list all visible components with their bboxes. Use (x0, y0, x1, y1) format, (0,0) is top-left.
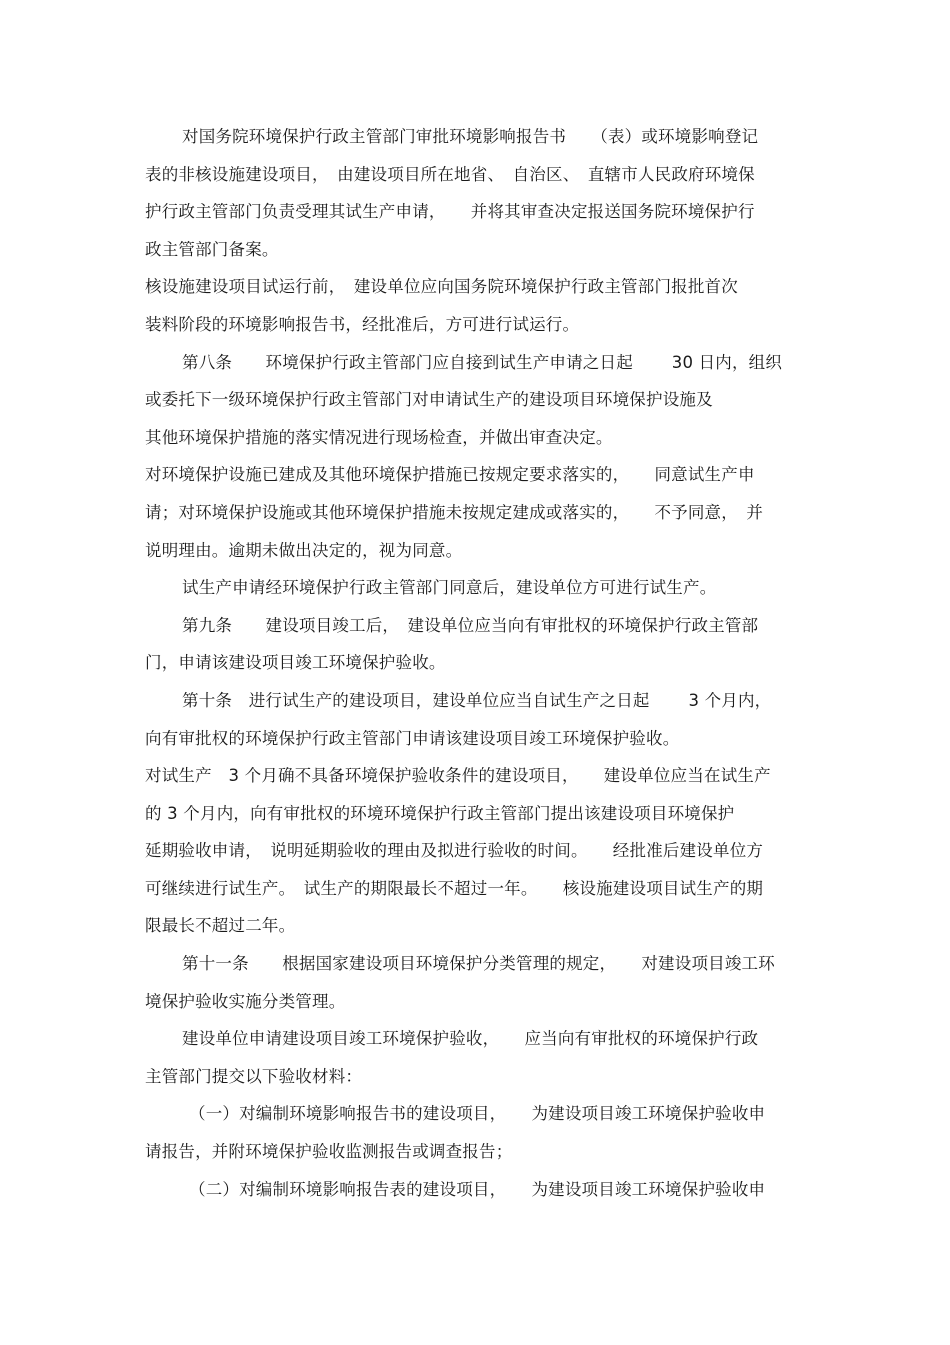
text-line: 主管部门提交以下验收材料： (145, 1066, 363, 1086)
text-line: 说明理由。逾期未做出决定的，视为同意。 (145, 540, 463, 560)
text-line: 护行政主管部门负责受理其试生产申请， 并将其审查决定报送国务院环境保护行 (145, 202, 755, 222)
text-line: 限最长不超过二年。 (145, 916, 296, 936)
text-line: 装料阶段的环境影响报告书，经批准后，方可进行试运行。 (145, 314, 580, 334)
text-line: 可继续进行试生产。 试生产的期限最长不超过一年。 核设施建设项目试生产的期 (145, 878, 764, 898)
text-line: 延期验收申请， 说明延期验收的理由及拟进行验收的时间。 经批准后建设单位方 (145, 841, 764, 861)
text-line: 第十一条 根据国家建设项目环境保护分类管理的规定， 对建设项目竣工环 (182, 954, 775, 974)
text-line: （二）对编制环境影响报告表的建设项目， 为建设项目竣工环境保护验收申 (189, 1179, 766, 1199)
document-body (145, 118, 813, 1208)
text-line: 政主管部门备案。 (145, 239, 279, 259)
text-line: 对试生产 3 个月确不具备环境保护验收条件的建设项目， 建设单位应当在试生产 (145, 766, 771, 786)
text-line: 对环境保护设施已建成及其他环境保护措施已按规定要求落实的， 同意试生产申 (145, 465, 755, 485)
text-line: 对国务院环境保护行政主管部门审批环境影响报告书 （表）或环境影响登记 (182, 127, 759, 146)
text-line: 其他环境保护措施的落实情况进行现场检查，并做出审查决定。 (145, 427, 613, 447)
text-line: 试生产申请经环境保护行政主管部门同意后，建设单位方可进行试生产。 (182, 578, 717, 598)
text-line: 请；对环境保护设施或其他环境保护措施未按规定建成或落实的， 不予同意， 并 (145, 502, 764, 522)
text-line: 境保护验收实施分类管理。 (145, 991, 346, 1011)
text-line: 第九条 建设项目竣工后， 建设单位应当向有审批权的环境保护行政主管部 (182, 615, 759, 635)
text-line: 第十条 进行试生产的建设项目，建设单位应当自试生产之日起 3 个月内， (182, 690, 772, 710)
text-line: 核设施建设项目试运行前， 建设单位应向国务院环境保护行政主管部门报批首次 (145, 277, 738, 297)
text-line: 第八条 环境保护行政主管部门应自接到试生产申请之日起 30 日内，组织 (182, 352, 783, 372)
text-line: 门，申请该建设项目竣工环境保护验收。 (145, 653, 446, 673)
text-line: 向有审批权的环境保护行政主管部门申请该建设项目竣工环境保护验收。 (145, 728, 680, 748)
text-line: 的 3 个月内，向有审批权的环境环境保护行政主管部门提出该建设项目环境保护 (145, 803, 735, 823)
text-line: 请报告，并附环境保护验收监测报告或调查报告； (145, 1142, 513, 1162)
text-line: 表的非核设施建设项目， 由建设项目所在地省、 自治区、 直辖市人民政府环境保 (145, 164, 755, 184)
text-line: 建设单位申请建设项目竣工环境保护验收， 应当向有审批权的环境保护行政 (182, 1029, 759, 1049)
text-line: 或委托下一级环境保护行政主管部门对申请试生产的建设项目环境保护设施及 (145, 390, 713, 410)
text-line: （一）对编制环境影响报告书的建设项目， 为建设项目竣工环境保护验收申 (189, 1104, 766, 1124)
